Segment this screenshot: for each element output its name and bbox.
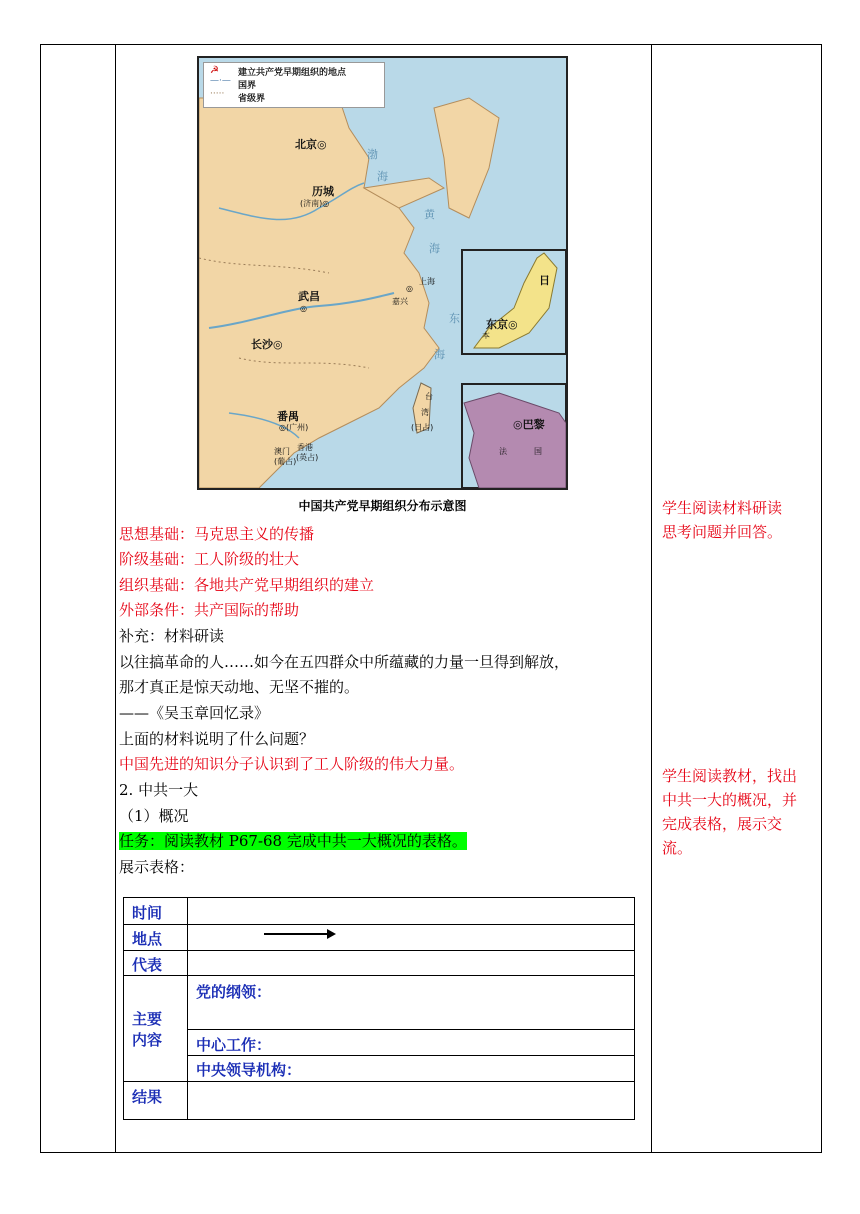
arrow-icon (264, 933, 334, 935)
text-class: 阶级基础：工人阶级的壮大 (119, 550, 300, 568)
show-table-label: 展示表格： (119, 858, 195, 876)
column-divider-1 (115, 45, 116, 1152)
table-rule (187, 1029, 634, 1030)
first-congress-table (123, 897, 635, 1120)
map-graphic (199, 58, 566, 488)
legend-item-province: 省级界 (238, 94, 266, 104)
table-divider (187, 898, 188, 1119)
city-changsha: 长沙◎ (251, 338, 283, 351)
city-hongkong-note: (英占) (296, 453, 319, 462)
map-caption: 中国共产党早期组织分布示意图 (298, 499, 467, 513)
activity-2-line-2: 中共一大的概况，并 (662, 791, 798, 809)
table-rule (124, 950, 634, 951)
row-label-result: 结果 (132, 1088, 163, 1106)
city-panyu: 番禺 (277, 410, 299, 423)
activity-1-line-2: 思考问题并回答。 (662, 523, 783, 541)
border-line-icon: —·— (210, 76, 231, 86)
row-label-place: 地点 (132, 930, 163, 948)
cell-central-work: 中心工作： (196, 1036, 272, 1054)
marker-wuchang: ◎ (300, 304, 307, 313)
row-label-time: 时间 (132, 904, 163, 922)
activity-2-line-4: 流。 (662, 839, 693, 857)
marker-shanghai: ◎ (406, 284, 413, 293)
sea-label: 海 (377, 170, 388, 183)
activity-1-line-1: 学生阅读材料研读 (662, 499, 783, 517)
cell-leadership: 中央领导机构： (196, 1061, 302, 1079)
cell-program: 党的纲领： (196, 983, 272, 1001)
sea-label: 渤 (367, 148, 378, 161)
city-hongkong: 香港 (297, 443, 313, 452)
column-divider-2 (651, 45, 652, 1152)
table-rule (124, 924, 634, 925)
sea-label: 海 (429, 242, 440, 255)
quote-line-2: 那才真正是惊天动地、无坚不摧的。 (119, 678, 360, 696)
text-ideology: 思想基础：马克思主义的传播 (119, 525, 315, 543)
city-tokyo: 东京◎ (486, 318, 518, 331)
table-rule (124, 1081, 634, 1082)
sea-label: 黄 (424, 208, 435, 221)
activity-2-line-1: 学生阅读教材，找出 (662, 767, 798, 785)
student-activity-1 (662, 496, 814, 544)
student-activity-2 (662, 764, 814, 860)
task-highlight: 任务：阅读教材 P67-68 完成中共一大概况的表格。 (119, 832, 467, 850)
sea-label: 海 (434, 348, 445, 361)
row-label-main-1: 主要 (132, 1010, 163, 1028)
text-external: 外部条件：共产国际的帮助 (119, 601, 300, 619)
city-jiaxing: 嘉兴 (392, 297, 408, 306)
city-macau: 澳门 (274, 447, 290, 456)
quote-source: ——《吴玉章回忆录》 (119, 704, 270, 722)
table-rule (124, 975, 634, 976)
city-licheng: 历城 (312, 185, 334, 198)
question: 上面的材料说明了什么问题？ (119, 730, 315, 748)
text-supplement: 补充：材料研读 (119, 627, 225, 645)
city-jinan: (济南)◎ (300, 199, 330, 208)
text-organization: 组织基础：各地共产党早期组织的建立 (119, 576, 375, 594)
france-label: 法 (499, 447, 507, 456)
party-flag-icon: ☭ (210, 65, 219, 76)
activity-2-line-3: 完成表格，展示交 (662, 815, 783, 833)
answer: 中国先进的知识分子认识到了工人阶级的伟大力量。 (119, 755, 465, 773)
legend-item-border: 国界 (238, 81, 257, 91)
taiwan-label: 台 (425, 392, 433, 401)
section-heading: 2. 中共一大 (119, 781, 199, 799)
province-line-icon: ····· (210, 89, 225, 99)
table-rule (187, 1055, 634, 1056)
japan-label-2: 本 (482, 331, 490, 340)
row-label-main-2: 内容 (132, 1031, 163, 1049)
quote-line-1: 以往搞革命的人……如今在五四群众中所蕴藏的力量一旦得到解放， (119, 653, 570, 671)
taiwan-note: (日占) (411, 423, 434, 432)
japan-label: 日 (539, 274, 550, 287)
subsection-heading: （1）概况 (119, 807, 189, 825)
map-legend (203, 62, 385, 108)
legend-item-sites: 建立共产党早期组织的地点 (238, 68, 347, 78)
row-label-delegates: 代表 (132, 956, 163, 974)
france-label-2: 国 (534, 447, 542, 456)
city-shanghai: 上海 (419, 277, 435, 286)
map-early-organizations (197, 56, 568, 490)
city-guangzhou: ◎(广州) (279, 423, 309, 432)
city-macau-note: (葡占) (274, 457, 297, 466)
city-paris: ◎巴黎 (513, 418, 545, 431)
city-beijing: 北京◎ (295, 138, 327, 151)
task-line (119, 829, 467, 853)
city-wuchang: 武昌 (298, 290, 320, 303)
sea-label: 东 (449, 312, 460, 325)
taiwan-label-2: 湾 (421, 408, 429, 417)
